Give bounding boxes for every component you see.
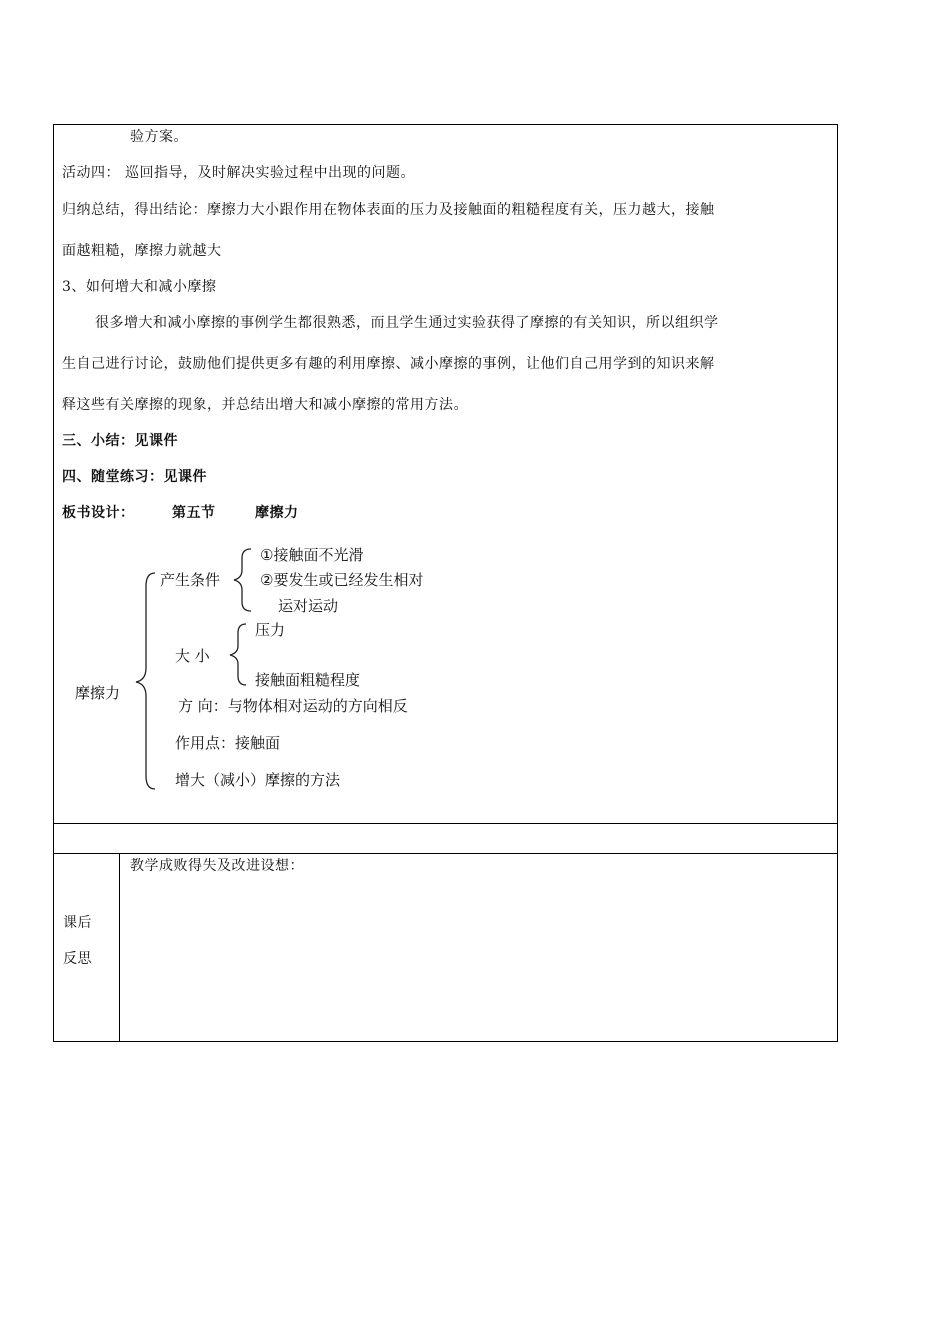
- continuation-line: 验方案。: [130, 129, 188, 145]
- activity-four: 活动四： 巡回指导，及时解决实验过程中出现的问题。: [62, 165, 415, 181]
- size-item-pressure: 压力: [255, 621, 286, 639]
- board-design-label: 板书设计：: [62, 505, 135, 521]
- paragraph-line-3: 释这些有关摩擦的现象，并总结出增大和减小摩擦的常用方法。: [62, 397, 468, 413]
- paragraph-line-1: 很多增大和减小摩擦的事例学生都很熟悉，而且学生通过实验获得了摩擦的有关知识，所以组织学: [95, 315, 719, 331]
- size-item-roughness: 接触面粗糙程度: [255, 671, 361, 689]
- size-label: 大 小: [175, 647, 210, 665]
- direction-item: 方 向：与物体相对运动的方向相反: [178, 697, 408, 715]
- reflection-label-2: 反思: [63, 951, 92, 967]
- condition-item-3: 运对运动: [278, 597, 339, 615]
- condition-item-1: ①接触面不光滑: [260, 546, 364, 564]
- practice-heading: 四、随堂练习：见课件: [62, 469, 207, 485]
- board-topic-label: 摩擦力: [255, 505, 299, 521]
- reflection-label-1: 课后: [63, 915, 92, 931]
- point-item: 作用点：接触面: [175, 734, 281, 752]
- section-3-title: 3、如何增大和减小摩擦: [62, 279, 217, 295]
- conclusion-line-2: 面越粗糙，摩擦力就越大: [62, 243, 222, 259]
- condition-item-2: ②要发生或已经发生相对: [260, 571, 424, 589]
- method-item: 增大（减小）摩擦的方法: [175, 771, 341, 789]
- paragraph-line-2: 生自己进行讨论，鼓励他们提供更多有趣的利用摩擦、减小摩擦的事例，让他们自己用学到的知识来解: [62, 356, 715, 372]
- conclusion-line-1: 归纳总结，得出结论：摩擦力大小跟作用在物体表面的压力及接触面的粗糙程度有关，压力越大，接触: [62, 202, 715, 218]
- board-section-label: 第五节: [172, 505, 216, 521]
- board-root: 摩擦力: [75, 684, 121, 702]
- condition-label: 产生条件: [160, 571, 221, 589]
- reflection-prompt: 教学成败得失及改进设想：: [130, 858, 304, 874]
- summary-heading: 三、小结：见课件: [62, 433, 178, 449]
